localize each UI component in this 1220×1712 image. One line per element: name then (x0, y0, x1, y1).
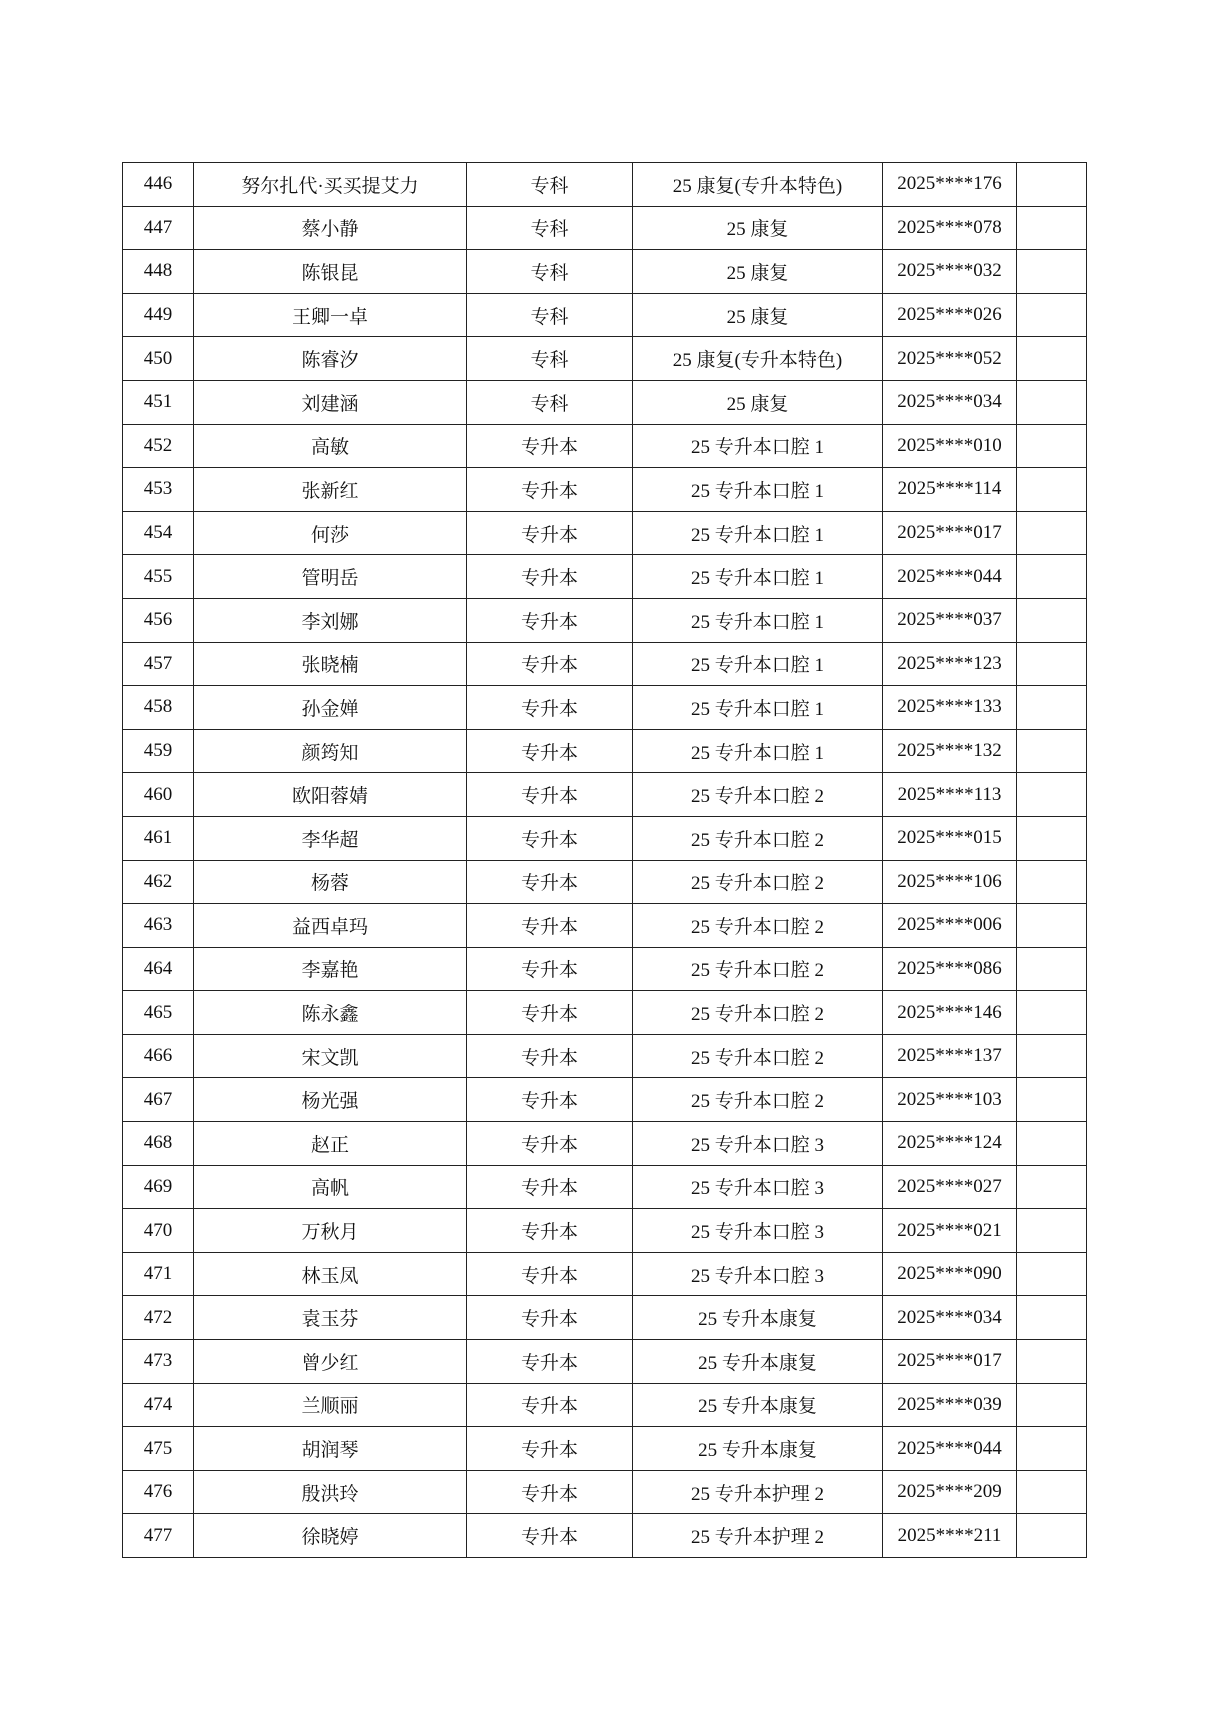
class-name: 25 专升本口腔 2 (633, 904, 883, 948)
student-name: 万秋月 (194, 1209, 467, 1253)
class-name: 25 康复(专升本特色) (633, 163, 883, 207)
row-number: 465 (123, 991, 194, 1035)
remark-cell (1017, 206, 1087, 250)
student-name: 林玉凤 (194, 1252, 467, 1296)
student-id: 2025****209 (883, 1470, 1017, 1514)
student-roster-table (122, 162, 1087, 1558)
student-name: 徐晓婷 (194, 1514, 467, 1558)
remark-cell (1017, 598, 1087, 642)
row-number: 476 (123, 1470, 194, 1514)
education-level: 专升本 (467, 511, 633, 555)
class-name: 25 专升本口腔 1 (633, 642, 883, 686)
row-number: 448 (123, 250, 194, 294)
table-row (123, 1340, 1087, 1384)
class-name: 25 专升本康复 (633, 1383, 883, 1427)
education-level: 专升本 (467, 1122, 633, 1166)
table-row (123, 904, 1087, 948)
table-row (123, 860, 1087, 904)
student-name: 杨蓉 (194, 860, 467, 904)
row-number: 447 (123, 206, 194, 250)
table-row (123, 1165, 1087, 1209)
remark-cell (1017, 1122, 1087, 1166)
class-name: 25 专升本口腔 2 (633, 860, 883, 904)
education-level: 专升本 (467, 1383, 633, 1427)
student-name: 努尔扎代·买买提艾力 (194, 163, 467, 207)
student-id: 2025****026 (883, 293, 1017, 337)
remark-cell (1017, 729, 1087, 773)
class-name: 25 专升本康复 (633, 1340, 883, 1384)
table-row (123, 773, 1087, 817)
row-number: 475 (123, 1427, 194, 1471)
student-name: 陈睿汐 (194, 337, 467, 381)
row-number: 450 (123, 337, 194, 381)
student-id: 2025****017 (883, 511, 1017, 555)
class-name: 25 专升本口腔 1 (633, 729, 883, 773)
row-number: 461 (123, 816, 194, 860)
student-name: 曾少红 (194, 1340, 467, 1384)
student-id: 2025****044 (883, 555, 1017, 599)
student-name: 欧阳蓉婧 (194, 773, 467, 817)
student-name: 杨光强 (194, 1078, 467, 1122)
class-name: 25 专升本口腔 2 (633, 1078, 883, 1122)
row-number: 464 (123, 947, 194, 991)
student-name: 高帆 (194, 1165, 467, 1209)
class-name: 25 专升本口腔 2 (633, 773, 883, 817)
row-number: 466 (123, 1034, 194, 1078)
row-number: 471 (123, 1252, 194, 1296)
education-level: 专升本 (467, 1470, 633, 1514)
student-id: 2025****176 (883, 163, 1017, 207)
education-level: 专升本 (467, 773, 633, 817)
education-level: 专升本 (467, 424, 633, 468)
class-name: 25 专升本口腔 3 (633, 1209, 883, 1253)
row-number: 457 (123, 642, 194, 686)
education-level: 专升本 (467, 1034, 633, 1078)
remark-cell (1017, 1209, 1087, 1253)
table-row (123, 1209, 1087, 1253)
student-name: 陈永鑫 (194, 991, 467, 1035)
remark-cell (1017, 860, 1087, 904)
student-name: 孙金婵 (194, 686, 467, 730)
student-name: 赵正 (194, 1122, 467, 1166)
class-name: 25 专升本口腔 3 (633, 1122, 883, 1166)
student-name: 陈银昆 (194, 250, 467, 294)
education-level: 专升本 (467, 1427, 633, 1471)
table-row (123, 1078, 1087, 1122)
education-level: 专升本 (467, 860, 633, 904)
student-id: 2025****037 (883, 598, 1017, 642)
table-row (123, 1427, 1087, 1471)
education-level: 专升本 (467, 991, 633, 1035)
student-id: 2025****114 (883, 468, 1017, 512)
student-id: 2025****113 (883, 773, 1017, 817)
student-id: 2025****044 (883, 1427, 1017, 1471)
education-level: 专科 (467, 380, 633, 424)
education-level: 专升本 (467, 1252, 633, 1296)
table-row (123, 642, 1087, 686)
student-id: 2025****034 (883, 380, 1017, 424)
table-row (123, 816, 1087, 860)
student-name: 高敏 (194, 424, 467, 468)
class-name: 25 专升本口腔 1 (633, 424, 883, 468)
student-name: 李嘉艳 (194, 947, 467, 991)
student-id: 2025****133 (883, 686, 1017, 730)
row-number: 446 (123, 163, 194, 207)
class-name: 25 专升本口腔 1 (633, 511, 883, 555)
remark-cell (1017, 1034, 1087, 1078)
row-number: 469 (123, 1165, 194, 1209)
row-number: 472 (123, 1296, 194, 1340)
row-number: 463 (123, 904, 194, 948)
student-id: 2025****123 (883, 642, 1017, 686)
row-number: 460 (123, 773, 194, 817)
remark-cell (1017, 642, 1087, 686)
education-level: 专科 (467, 337, 633, 381)
student-name: 何莎 (194, 511, 467, 555)
table-row (123, 1122, 1087, 1166)
student-id: 2025****211 (883, 1514, 1017, 1558)
class-name: 25 专升本口腔 3 (633, 1165, 883, 1209)
table-row (123, 686, 1087, 730)
remark-cell (1017, 1078, 1087, 1122)
table-row (123, 1383, 1087, 1427)
education-level: 专科 (467, 206, 633, 250)
table-row (123, 598, 1087, 642)
education-level: 专升本 (467, 1340, 633, 1384)
class-name: 25 专升本康复 (633, 1296, 883, 1340)
remark-cell (1017, 468, 1087, 512)
student-id: 2025****052 (883, 337, 1017, 381)
student-id: 2025****103 (883, 1078, 1017, 1122)
remark-cell (1017, 947, 1087, 991)
education-level: 专升本 (467, 1078, 633, 1122)
row-number: 462 (123, 860, 194, 904)
remark-cell (1017, 1427, 1087, 1471)
student-id: 2025****021 (883, 1209, 1017, 1253)
student-name: 袁玉芬 (194, 1296, 467, 1340)
education-level: 专升本 (467, 1165, 633, 1209)
table-row (123, 947, 1087, 991)
class-name: 25 专升本康复 (633, 1427, 883, 1471)
table-row (123, 206, 1087, 250)
remark-cell (1017, 337, 1087, 381)
education-level: 专升本 (467, 642, 633, 686)
class-name: 25 专升本口腔 1 (633, 468, 883, 512)
class-name: 25 专升本护理 2 (633, 1470, 883, 1514)
student-name: 王卿一卓 (194, 293, 467, 337)
table-row (123, 1514, 1087, 1558)
education-level: 专科 (467, 250, 633, 294)
education-level: 专升本 (467, 598, 633, 642)
education-level: 专升本 (467, 1514, 633, 1558)
remark-cell (1017, 773, 1087, 817)
remark-cell (1017, 163, 1087, 207)
remark-cell (1017, 511, 1087, 555)
class-name: 25 专升本口腔 3 (633, 1252, 883, 1296)
student-id: 2025****090 (883, 1252, 1017, 1296)
row-number: 467 (123, 1078, 194, 1122)
table-row (123, 1296, 1087, 1340)
row-number: 449 (123, 293, 194, 337)
student-name: 张晓楠 (194, 642, 467, 686)
remark-cell (1017, 991, 1087, 1035)
class-name: 25 专升本口腔 2 (633, 1034, 883, 1078)
student-id: 2025****017 (883, 1340, 1017, 1384)
education-level: 专升本 (467, 555, 633, 599)
student-id: 2025****032 (883, 250, 1017, 294)
table-row (123, 555, 1087, 599)
table-row (123, 511, 1087, 555)
class-name: 25 专升本护理 2 (633, 1514, 883, 1558)
education-level: 专升本 (467, 1209, 633, 1253)
student-name: 李华超 (194, 816, 467, 860)
class-name: 25 康复 (633, 206, 883, 250)
student-id: 2025****132 (883, 729, 1017, 773)
student-id: 2025****106 (883, 860, 1017, 904)
row-number: 459 (123, 729, 194, 773)
table-row (123, 991, 1087, 1035)
row-number: 454 (123, 511, 194, 555)
remark-cell (1017, 1383, 1087, 1427)
student-name: 刘建涵 (194, 380, 467, 424)
education-level: 专科 (467, 293, 633, 337)
student-id: 2025****006 (883, 904, 1017, 948)
row-number: 451 (123, 380, 194, 424)
remark-cell (1017, 555, 1087, 599)
remark-cell (1017, 293, 1087, 337)
table-row (123, 424, 1087, 468)
table-row (123, 293, 1087, 337)
student-id: 2025****078 (883, 206, 1017, 250)
table-row (123, 337, 1087, 381)
education-level: 专升本 (467, 468, 633, 512)
education-level: 专升本 (467, 686, 633, 730)
student-id: 2025****124 (883, 1122, 1017, 1166)
class-name: 25 康复 (633, 250, 883, 294)
education-level: 专升本 (467, 904, 633, 948)
remark-cell (1017, 686, 1087, 730)
education-level: 专升本 (467, 1296, 633, 1340)
table-row (123, 1252, 1087, 1296)
student-name: 殷洪玲 (194, 1470, 467, 1514)
remark-cell (1017, 380, 1087, 424)
remark-cell (1017, 1252, 1087, 1296)
row-number: 477 (123, 1514, 194, 1558)
table-row (123, 380, 1087, 424)
row-number: 468 (123, 1122, 194, 1166)
student-name: 蔡小静 (194, 206, 467, 250)
remark-cell (1017, 816, 1087, 860)
row-number: 455 (123, 555, 194, 599)
student-id: 2025****039 (883, 1383, 1017, 1427)
row-number: 458 (123, 686, 194, 730)
remark-cell (1017, 1296, 1087, 1340)
table-row (123, 729, 1087, 773)
student-name: 兰顺丽 (194, 1383, 467, 1427)
student-id: 2025****010 (883, 424, 1017, 468)
student-id: 2025****034 (883, 1296, 1017, 1340)
education-level: 专升本 (467, 729, 633, 773)
student-id: 2025****146 (883, 991, 1017, 1035)
row-number: 456 (123, 598, 194, 642)
remark-cell (1017, 1514, 1087, 1558)
row-number: 453 (123, 468, 194, 512)
row-number: 452 (123, 424, 194, 468)
remark-cell (1017, 1340, 1087, 1384)
table-row (123, 163, 1087, 207)
class-name: 25 专升本口腔 1 (633, 555, 883, 599)
student-name: 管明岳 (194, 555, 467, 599)
table-row (123, 250, 1087, 294)
student-name: 宋文凯 (194, 1034, 467, 1078)
student-id: 2025****027 (883, 1165, 1017, 1209)
remark-cell (1017, 1165, 1087, 1209)
remark-cell (1017, 424, 1087, 468)
student-id: 2025****086 (883, 947, 1017, 991)
class-name: 25 专升本口腔 2 (633, 816, 883, 860)
row-number: 474 (123, 1383, 194, 1427)
education-level: 专升本 (467, 816, 633, 860)
student-name: 李刘娜 (194, 598, 467, 642)
class-name: 25 康复(专升本特色) (633, 337, 883, 381)
table-row (123, 468, 1087, 512)
class-name: 25 康复 (633, 293, 883, 337)
student-id: 2025****137 (883, 1034, 1017, 1078)
class-name: 25 专升本口腔 2 (633, 991, 883, 1035)
remark-cell (1017, 250, 1087, 294)
remark-cell (1017, 904, 1087, 948)
table-row (123, 1470, 1087, 1514)
education-level: 专升本 (467, 947, 633, 991)
student-name: 胡润琴 (194, 1427, 467, 1471)
student-id: 2025****015 (883, 816, 1017, 860)
class-name: 25 专升本口腔 2 (633, 947, 883, 991)
remark-cell (1017, 1470, 1087, 1514)
class-name: 25 专升本口腔 1 (633, 686, 883, 730)
student-name: 张新红 (194, 468, 467, 512)
row-number: 473 (123, 1340, 194, 1384)
table-row (123, 1034, 1087, 1078)
student-name: 益西卓玛 (194, 904, 467, 948)
student-name: 颜筠知 (194, 729, 467, 773)
class-name: 25 康复 (633, 380, 883, 424)
education-level: 专科 (467, 163, 633, 207)
row-number: 470 (123, 1209, 194, 1253)
roster-body (123, 163, 1087, 1558)
class-name: 25 专升本口腔 1 (633, 598, 883, 642)
